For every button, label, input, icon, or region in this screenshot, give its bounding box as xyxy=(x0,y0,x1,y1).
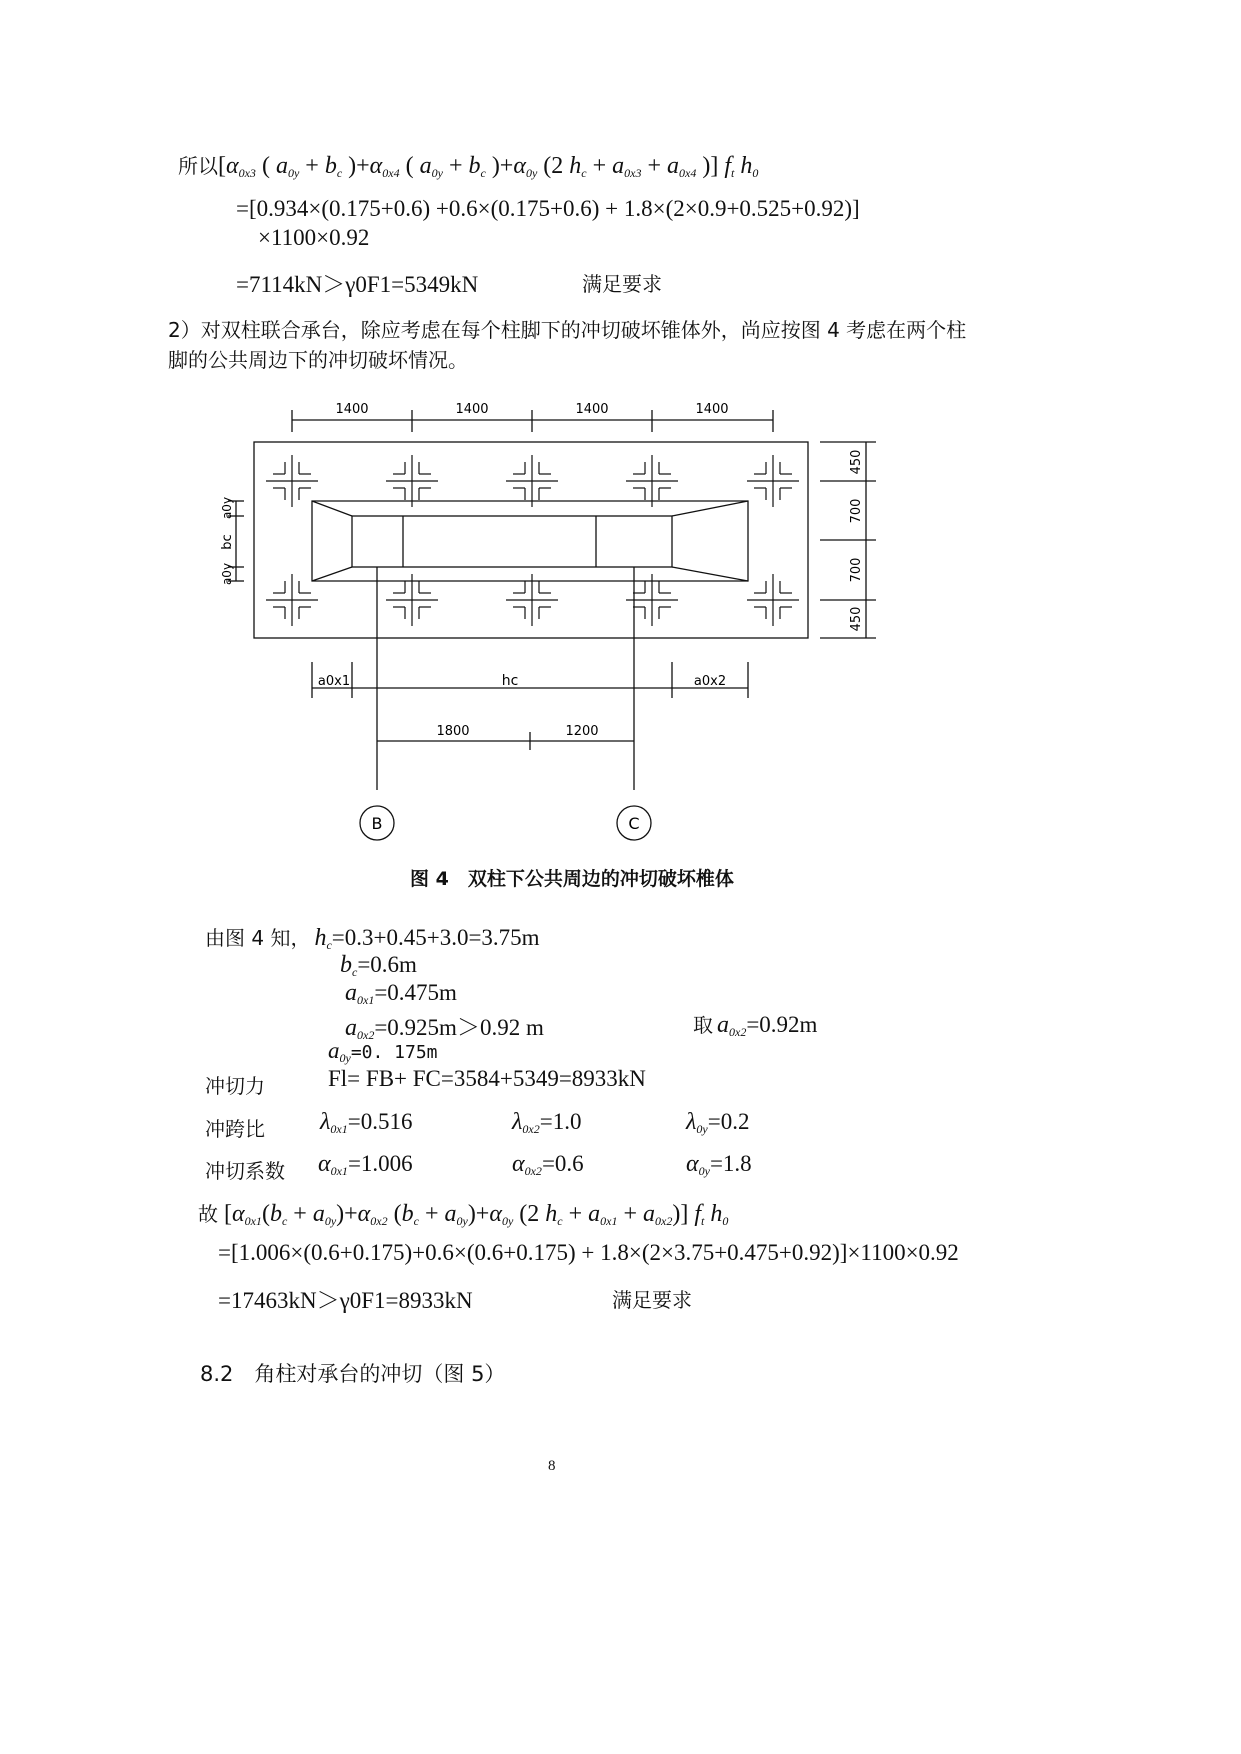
a0x2-take: 取 $a_{0x2}=0.92m$ xyxy=(693,1012,818,1039)
ratio-label: 冲跨比 xyxy=(205,1117,265,1141)
a0x2-value: =0.925m＞0.92 m xyxy=(374,1015,544,1040)
coef-2-value: =0.6 xyxy=(541,1151,584,1176)
dim-bottom-1200: 1200 xyxy=(565,724,599,739)
result-line-1: =7114kN＞γ0F1=5349kN xyxy=(236,272,479,297)
ratio-1: $\lambda_{0x1}=0.516$ xyxy=(320,1109,413,1136)
dim-bottom-1800: 1800 xyxy=(436,724,470,739)
formula-line-1: 所以[$\alpha_{0x3}$ ( $a_{0y} + b_c$ )$+\alpha_{0x4}$ ( $a_{0y} + b_c$ )$+\alpha_{0y}$ (2 $h_c + a_{0x3} + a_{0x4}$ )] $f_t$ $h_0$ xyxy=(178,153,759,180)
dim-top-3: 1400 xyxy=(575,402,609,417)
calc-line-3: =[1.006×(0.6+0.175)+0.6×(0.6+0.175) + 1.8×(2×3.75+0.475+0.92)]×1100×0.92 xyxy=(218,1240,959,1265)
coef-3-value: =1.8 xyxy=(709,1151,752,1176)
intro-line: 由图 4 知， $h_c=0.3+0.45+3.0=3.75m$ xyxy=(205,925,540,952)
ratio-2: $\lambda_{0x2}=1.0$ xyxy=(512,1109,582,1136)
a0x2-line: $a_{0x2}=0.925m>0.92$ m xyxy=(345,1015,544,1042)
therefore-label: 故 xyxy=(198,1202,218,1226)
formula-line-2: 故 [$\alpha_{0x1}(b_c + a_{0y})+\alpha_{0x2}$ $(b_c + a_{0y})+\alpha_{0y}$ (2 $h_c + a_{0x1} + a_{0x2}$)] $f_t$ $h_0$ xyxy=(198,1201,729,1228)
pile-marker xyxy=(506,574,558,626)
label-a0x1: a0x1 xyxy=(317,674,351,689)
ratio-1-value: =0.516 xyxy=(347,1109,413,1134)
axis-label-c: C xyxy=(628,814,640,833)
bc-value: =0.6m xyxy=(357,952,417,977)
label-hc: hc xyxy=(501,673,519,689)
so-label: 所以 xyxy=(178,154,218,178)
dim-right-3: 700 xyxy=(849,557,864,583)
dim-top-1: 1400 xyxy=(335,402,369,417)
label-bc: bc xyxy=(220,534,235,550)
ratio-2-value: =1.0 xyxy=(539,1109,582,1134)
force-value: Fl= FB+ FC=3584+5349=8933kN xyxy=(328,1066,646,1091)
paragraph-line-1: 2）对双柱联合承台，除应考虑在每个柱脚下的冲切破坏锥体外，尚应按图 4 考虑在两个柱 xyxy=(168,318,967,342)
a0x2-take-value: =0.92m xyxy=(746,1012,818,1037)
pile-marker xyxy=(266,574,318,626)
dim-top-2: 1400 xyxy=(455,402,489,417)
dim-right-2: 700 xyxy=(849,498,864,524)
ok-text-2: 满足要求 xyxy=(612,1288,692,1312)
pile-marker xyxy=(386,574,438,626)
hc-value: =0.3+0.45+3.0=3.75m xyxy=(331,925,540,950)
pile-marker xyxy=(747,455,799,507)
coef-1: $\alpha_{0x1}=1.006$ xyxy=(318,1151,413,1178)
pile-marker xyxy=(386,455,438,507)
a0y-line: $a_{0y}=0$. 175m xyxy=(328,1038,438,1065)
force-label: 冲切力 xyxy=(205,1074,265,1098)
pile-marker xyxy=(626,455,678,507)
dim-right-1: 450 xyxy=(849,449,864,475)
section-heading: 8.2 角柱对承台的冲切（图 5） xyxy=(200,1362,506,1386)
ok-text-1: 满足要求 xyxy=(582,272,662,296)
a0x1-value: =0.475m xyxy=(374,980,457,1005)
coef-3: $\alpha_{0y}=1.8$ xyxy=(686,1151,752,1178)
ratio-3-value: =0.2 xyxy=(707,1109,750,1134)
dim-top-4: 1400 xyxy=(695,402,729,417)
label-a0x2: a0x2 xyxy=(693,674,727,689)
figure-caption: 图 4 双柱下公共周边的冲切破坏椎体 xyxy=(410,868,734,890)
a0x1-line: $a_{0x1}=0.475m$ xyxy=(345,980,457,1007)
coef-label: 冲切系数 xyxy=(205,1159,285,1183)
calc-line-1: =[0.934×(0.175+0.6) +0.6×(0.175+0.6) + 1.8×(2×0.9+0.525+0.92)] xyxy=(236,196,860,221)
coef-1-value: =1.006 xyxy=(347,1151,413,1176)
result-line-2: =17463kN＞γ0F1=8933kN xyxy=(218,1288,473,1313)
a0y-value: =0. 175m xyxy=(350,1042,438,1063)
ratio-3: $\lambda_{0y}=0.2$ xyxy=(686,1109,750,1136)
intro-text: 由图 4 知， xyxy=(205,926,311,950)
coef-2: $\alpha_{0x2}=0.6$ xyxy=(512,1151,584,1178)
pile-marker xyxy=(506,455,558,507)
bc-line: $b_c=0.6m$ xyxy=(340,952,417,979)
pile-marker xyxy=(266,455,318,507)
page-number: 8 xyxy=(548,1458,556,1474)
label-a0y-bottom: a0y xyxy=(220,562,234,586)
axis-label-b: B xyxy=(371,814,383,833)
figure-4-drawing xyxy=(0,380,1241,860)
label-a0y-top: a0y xyxy=(220,496,234,520)
pile-marker xyxy=(747,574,799,626)
calc-line-2: ×1100×0.92 xyxy=(258,225,370,250)
paragraph-line-2: 脚的公共周边下的冲切破坏情况。 xyxy=(168,348,468,372)
take-label: 取 xyxy=(693,1013,713,1037)
dim-right-4: 450 xyxy=(849,606,864,632)
